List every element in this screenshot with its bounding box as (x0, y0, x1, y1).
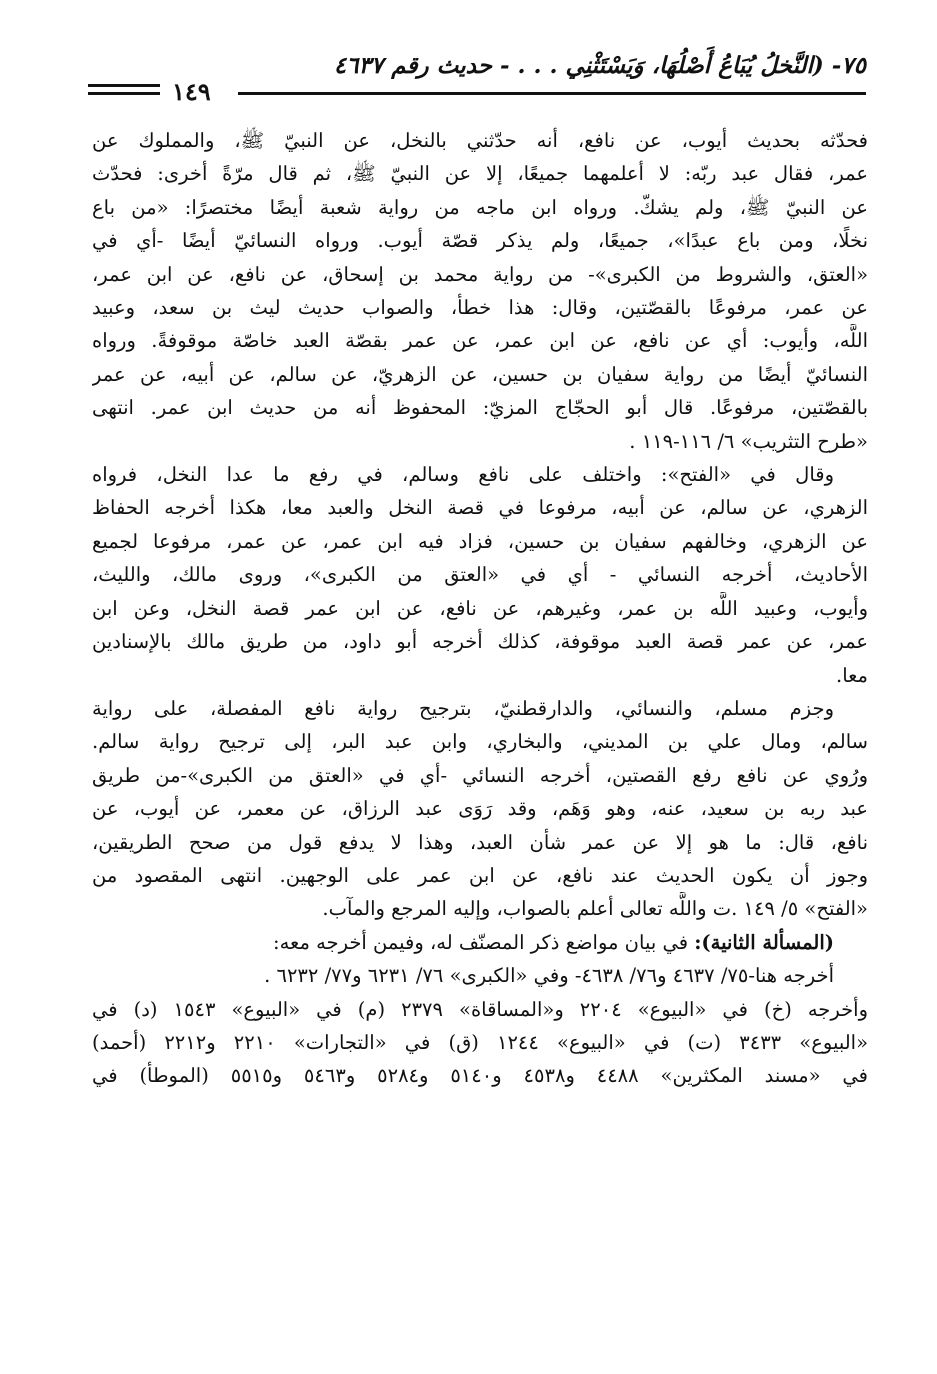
text-line: بالقصّتين، مرفوعًا. قال أبو الحجّاج المزيّ: المحفوظ أنه من حديث ابن عمر. انتهى (92, 396, 868, 420)
text-line: عمر، عن عمر قصة العبد موقوفة، كذلك أخرجه أبو داود، من طريق مالك بالإسنادين (92, 630, 868, 654)
page-number: ١٤٩ (172, 77, 211, 106)
text-line: سالم، ومال علي بن المديني، والبخاري، وابن عبد البر، إلى ترجيح رواية سالم. (92, 730, 868, 754)
text-line: فحدّثه بحديث أيوب، عن نافع، أنه حدّثني بالنخل، عن النبيّ ﷺ، والمملوك عن (92, 129, 868, 152)
text-line: في «مسند المكثرين» ٤٤٨٨ و٤٥٣٨ و٥١٤٠ و٥٢٨٤ و٥٤٦٣ و٥٥١٥ (الموطأ) في (92, 1064, 868, 1088)
text-line: وجزم مسلم، والنسائي، والدارقطنيّ، بترجيح رواية نافع المفصلة، على رواية (92, 696, 834, 720)
text-line: عمر، فقال عبد ربّه: لا أعلمهما جميعًا، إلا عن النبيّ ﷺ، ثم قال مرّةً أخرى: فحدّث (92, 162, 868, 186)
running-title: ٧٥- (النَّخلُ يُبَاعُ أَصْلُهَا، وَيَسْتَثْنِي . . . - حديث رقم ٤٦٣٧ (333, 52, 866, 79)
text-line: «العتق، والشروط من الكبرى»- من رواية محمد بن إسحاق، عن نافع، عن ابن عمر، (92, 262, 868, 286)
text-line: وجوز أن يكون الحديث عند نافع، عن ابن عمر على الوجهين. انتهى المقصود من (92, 863, 868, 887)
text-line: أخرجه هنا-٧٥/ ٤٦٣٧ و٧٦/ ٤٦٣٨- وفي «الكبرى» ٧٦/ ٦٢٣١ و٧٧/ ٦٢٣٢ . (264, 964, 834, 988)
text-line: وأيوب، وعبيد اللَّه بن عمر، وغيرهم، عن نافع، عن ابن عمر قصة النخل، وعن ابن (92, 596, 868, 620)
text-line: عن الزهري، وخالفهم سفيان بن حسين، فزاد فيه ابن عمر، عن عمر، مرفوعا لجميع (92, 529, 868, 553)
header-rule (238, 92, 866, 95)
text-line: ورُوي عن نافع رفع القصتين، أخرجه النسائي -أي في «العتق من الكبرى»-من طريق (92, 763, 868, 787)
text-line: «طرح التثريب» ٦/ ١١٦-١١٩ . (629, 429, 868, 453)
paragraph-fath-2 (92, 692, 868, 926)
text-line: نخلًا، ومن باع عبدًا»، جميعًا، ولم يذكر قصّة أيوب. ورواه النسائيّ أيضًا -أي في (92, 229, 868, 253)
text-line: عبد ربه بن سعيد، عنه، وهو وَهَم، وقد رَوَى عبد الرزاق، عن معمر، عن أيوب، عن (92, 797, 868, 821)
paragraph-tarh-tathrib (92, 124, 868, 458)
header-rule-short-top (88, 84, 160, 87)
text-line: «البيوع» ٣٤٣٣ (ت) في «البيوع» ١٢٤٤ (ق) في «التجارات» ٢٢١٠ و٢٢١٢ (أحمد) (92, 1030, 868, 1054)
header-rule-short-bottom (88, 92, 160, 95)
issue-label: (المسألة الثانية): (694, 930, 834, 954)
text-line: وأخرجه (خ) في «البيوع» ٢٢٠٤ و«المساقاة» ٢٣٧٩ (م) في «البيوع» ١٥٤٣ (د) في (92, 997, 868, 1021)
text-line: وقال في «الفتح»: واختلف على نافع وسالم، في رفع ما عدا النخل، فرواه (92, 463, 834, 487)
issue-heading-text: في بيان مواضع ذكر المصنّف له، وفيمن أخرجه معه: (273, 930, 695, 954)
page-body (92, 124, 868, 1093)
text-line: الأحاديث، أخرجه النسائي - أي في «العتق من الكبرى»، وروى مالك، والليث، (92, 563, 868, 587)
paragraph-issue-two (92, 926, 868, 1093)
issue-heading-line (92, 926, 868, 959)
paragraph-fath-1 (92, 458, 868, 692)
page-header (88, 52, 866, 106)
text-line: الزهري، عن سالم، عن أبيه، مرفوعا في قصة النخل والعبد معا، هكذا أخرجه الحفاظ (92, 496, 868, 520)
text-line: نافع، قال: ما هو إلا عن عمر شأن العبد، وهذا لا يدفع قول من صحح الطريقين، (92, 830, 868, 854)
text-line: النسائيّ أيضًا من رواية سفيان بن حسين، عن الزهريّ، عن سالم، عن أبيه، عن عمر (92, 362, 868, 386)
text-line: عن عمر، مرفوعًا بالقصّتين، وقال: هذا خطأ، والصواب حديث ليث بن سعد، وعبيد (92, 296, 868, 320)
text-line: عن النبيّ ﷺ، ولم يشكّ. ورواه ابن ماجه من رواية شعبة أيضًا مختصرًا: «من باع (92, 195, 868, 219)
text-line: «الفتح» ٥/ ١٤٩ .ت واللَّه تعالى أعلم بالصواب، وإليه المرجع والمآب. (322, 897, 868, 921)
text-line: اللَّه، وأيوب: أي عن نافع، عن ابن عمر، عن عمر بقصّة العبد خاصّة موقوفةً. ورواه (92, 329, 868, 353)
text-line: معا. (836, 663, 868, 687)
